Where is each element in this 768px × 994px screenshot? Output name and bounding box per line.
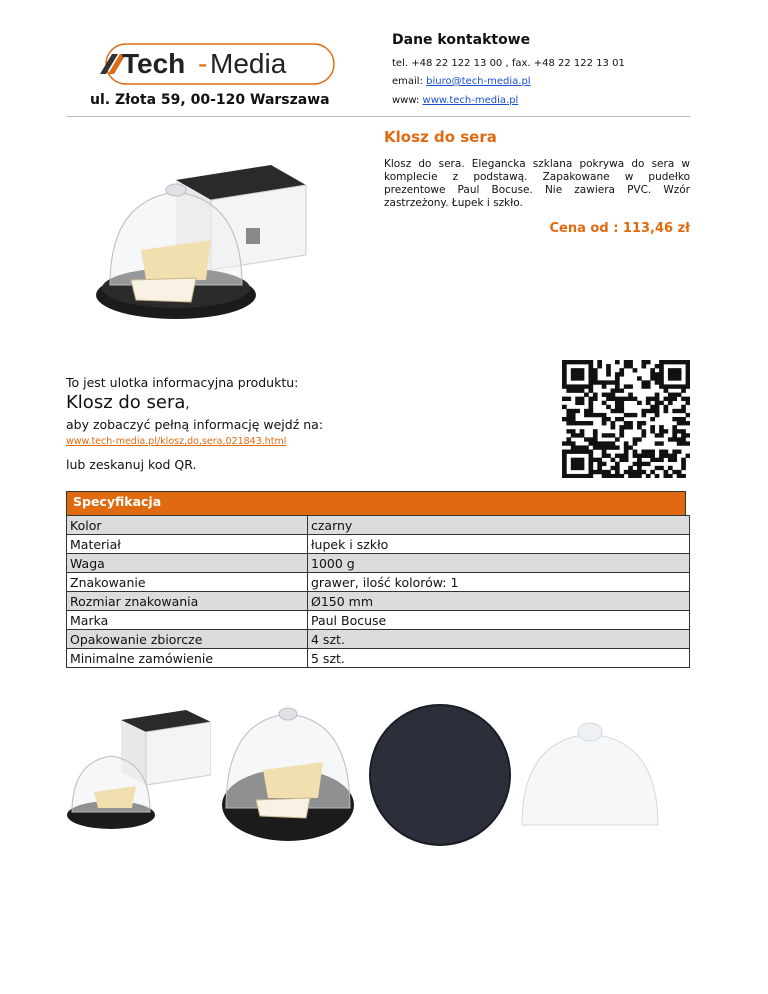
thumbnail-boxed bbox=[66, 700, 211, 850]
spec-row bbox=[67, 554, 690, 573]
spec-row bbox=[67, 516, 690, 535]
spec-key: Znakowanie bbox=[67, 573, 308, 592]
logo-suffix: Media bbox=[210, 48, 287, 79]
spec-key: Rozmiar znakowania bbox=[67, 592, 308, 611]
logo-dash: - bbox=[198, 48, 208, 79]
spec-value: Paul Bocuse bbox=[308, 611, 690, 630]
www-line bbox=[392, 95, 518, 106]
contact-title: Dane kontaktowe bbox=[392, 32, 531, 48]
info-product-name-suffix: , bbox=[185, 397, 190, 412]
product-hero-image bbox=[96, 130, 336, 345]
phone-line: tel. +48 22 122 13 00 , fax. +48 22 122 13 01 bbox=[392, 58, 625, 69]
thumbnail-slate-board bbox=[368, 700, 513, 850]
email-label: email: bbox=[392, 76, 427, 87]
spec-row bbox=[67, 592, 690, 611]
info-product-name-text: Klosz do sera bbox=[66, 392, 186, 413]
www-label: www: bbox=[392, 95, 423, 106]
email-line bbox=[392, 76, 531, 87]
spec-header: Specyfikacja bbox=[66, 491, 686, 516]
spec-value: 5 szt. bbox=[308, 649, 690, 668]
spec-value: 4 szt. bbox=[308, 630, 690, 649]
info-intro: To jest ulotka informacyjna produktu: bbox=[66, 375, 299, 390]
info-instruction: aby zobaczyć pełną informację wejdź na: bbox=[66, 417, 324, 432]
www-link[interactable]: www.tech-media.pl bbox=[422, 95, 519, 106]
spec-key: Materiał bbox=[67, 535, 308, 554]
email-link[interactable]: biuro@tech-media.pl bbox=[426, 76, 531, 87]
spec-key: Minimalne zamówienie bbox=[67, 649, 308, 668]
info-qr-hint: lub zeskanuj kod QR. bbox=[66, 457, 197, 472]
info-product-name bbox=[66, 392, 190, 413]
logo-prefix: Tech bbox=[122, 48, 186, 79]
product-description: Klosz do sera. Elegancka szklana pokrywa do sera w komplecie z podstawą. Zapakowane w pudełko prezentowe Paul Bocuse. Nie zawiera PVC. Wzór zastrzeżony. Łupek i szkło. bbox=[384, 158, 690, 209]
product-link[interactable]: www.tech-media.pl/klosz,do,sera,021843.html bbox=[66, 436, 287, 447]
thumbnail-cloche bbox=[218, 700, 363, 850]
spec-value: grawer, ilość kolorów: 1 bbox=[308, 573, 690, 592]
spec-value: Ø150 mm bbox=[308, 592, 690, 611]
spec-row bbox=[67, 535, 690, 554]
qr-code bbox=[562, 360, 690, 478]
spec-table bbox=[66, 515, 690, 668]
company-address: ul. Złota 59, 00-120 Warszawa bbox=[90, 92, 330, 108]
product-price: Cena od : 113,46 zł bbox=[549, 221, 690, 236]
tech-media-logo bbox=[98, 40, 338, 90]
spec-row bbox=[67, 630, 690, 649]
header-divider bbox=[66, 116, 690, 117]
spec-key: Marka bbox=[67, 611, 308, 630]
spec-row bbox=[67, 573, 690, 592]
spec-value: 1000 g bbox=[308, 554, 690, 573]
thumbnail-glass-dome bbox=[518, 700, 663, 850]
spec-value: łupek i szkło bbox=[308, 535, 690, 554]
spec-value: czarny bbox=[308, 516, 690, 535]
spec-key: Opakowanie zbiorcze bbox=[67, 630, 308, 649]
spec-row bbox=[67, 611, 690, 630]
spec-key: Kolor bbox=[67, 516, 308, 535]
product-title: Klosz do sera bbox=[384, 128, 497, 146]
spec-key: Waga bbox=[67, 554, 308, 573]
spec-row bbox=[67, 649, 690, 668]
